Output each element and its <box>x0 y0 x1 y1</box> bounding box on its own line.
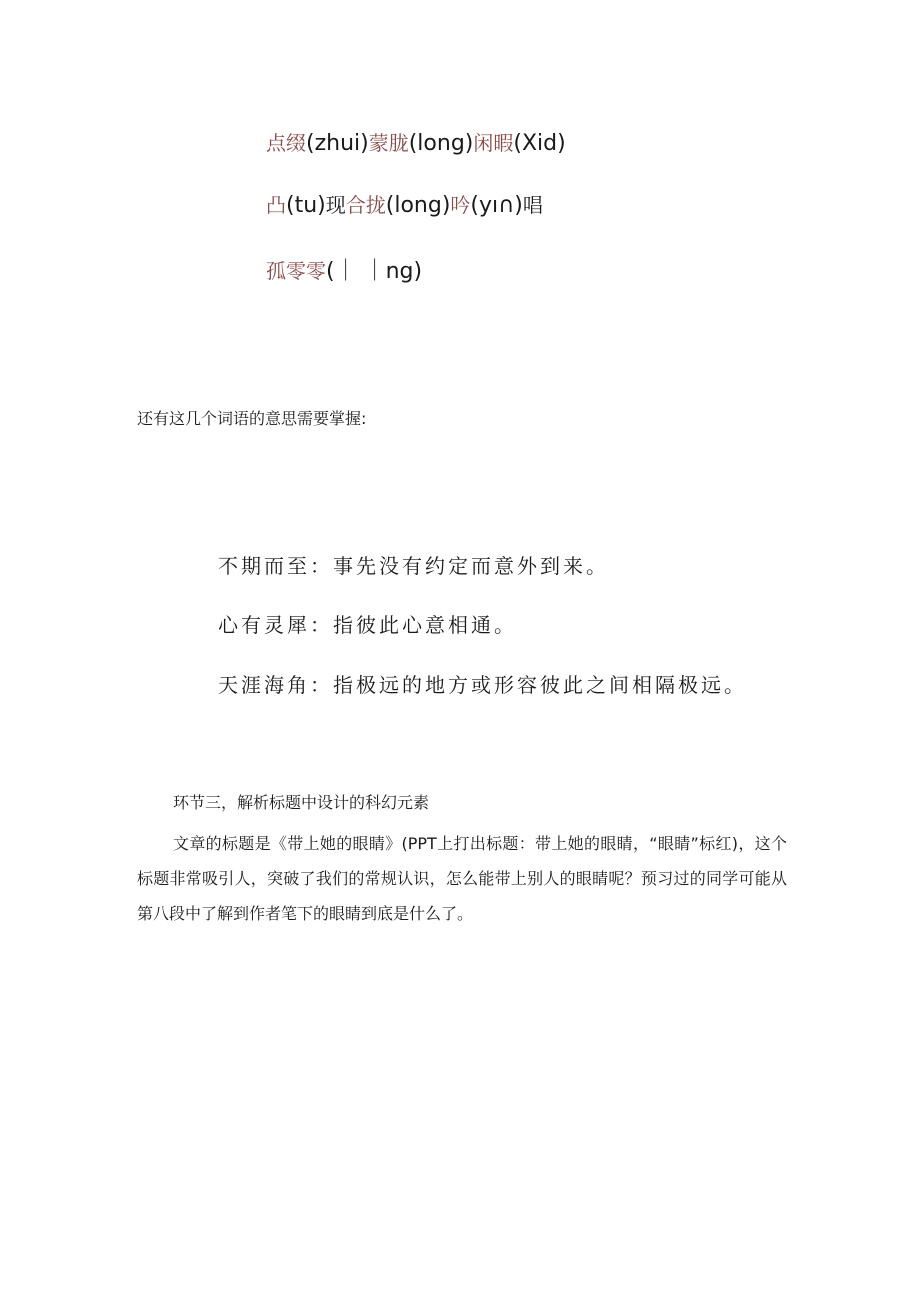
hanzi-segment: 唱 <box>522 193 543 217</box>
pinyin-segment: (zhui) <box>306 131 369 156</box>
section-title: 环节三，解析标题中设计的科幻元素 <box>173 793 430 812</box>
definition-2: 心有灵犀：指彼此心意相通。 <box>218 613 517 637</box>
pinyin-line-1 <box>266 128 566 159</box>
hanzi-segment: 凸 <box>266 193 286 217</box>
body-paragraph: 文章的标题是《带上她的眼睛》(PPT上打出标题：带上她的眼睛，“眼睛”标红)，这个标题非常吸引人，突破了我们的常规认识，怎么能带上别人的眼睛呢？预习过的同学可能从第八段中了解到作者笔下的眼睛到底是什么了。 <box>137 834 787 923</box>
definition-3: 天涯海角：指极远的地方或形容彼此之间相隔极远。 <box>218 673 747 697</box>
pinyin-segment: (｜ ｜ng) <box>326 259 423 284</box>
hanzi-segment: 合拢 <box>345 193 386 217</box>
pinyin-segment: (tu) <box>286 193 326 218</box>
hanzi-segment: 孤零零 <box>266 259 326 283</box>
pinyin-segment: (yı∩) <box>470 193 523 218</box>
definition-1: 不期而至：事先没有约定而意外到来。 <box>218 554 609 578</box>
pinyin-segment: (long) <box>385 193 451 218</box>
hanzi-segment: 吟 <box>450 193 471 217</box>
hanzi-segment: 蒙胧 <box>368 131 409 155</box>
hanzi-segment: 点缀 <box>266 131 306 155</box>
pinyin-segment: (long) <box>408 131 474 156</box>
hanzi-segment: 闲暇 <box>473 131 514 155</box>
hanzi-segment: 现 <box>325 193 346 217</box>
intro-text: 还有这几个词语的意思需要掌握: <box>137 409 367 428</box>
pinyin-line-3 <box>266 256 422 287</box>
pinyin-segment: (Xid) <box>513 131 566 156</box>
pinyin-line-2 <box>266 190 543 221</box>
